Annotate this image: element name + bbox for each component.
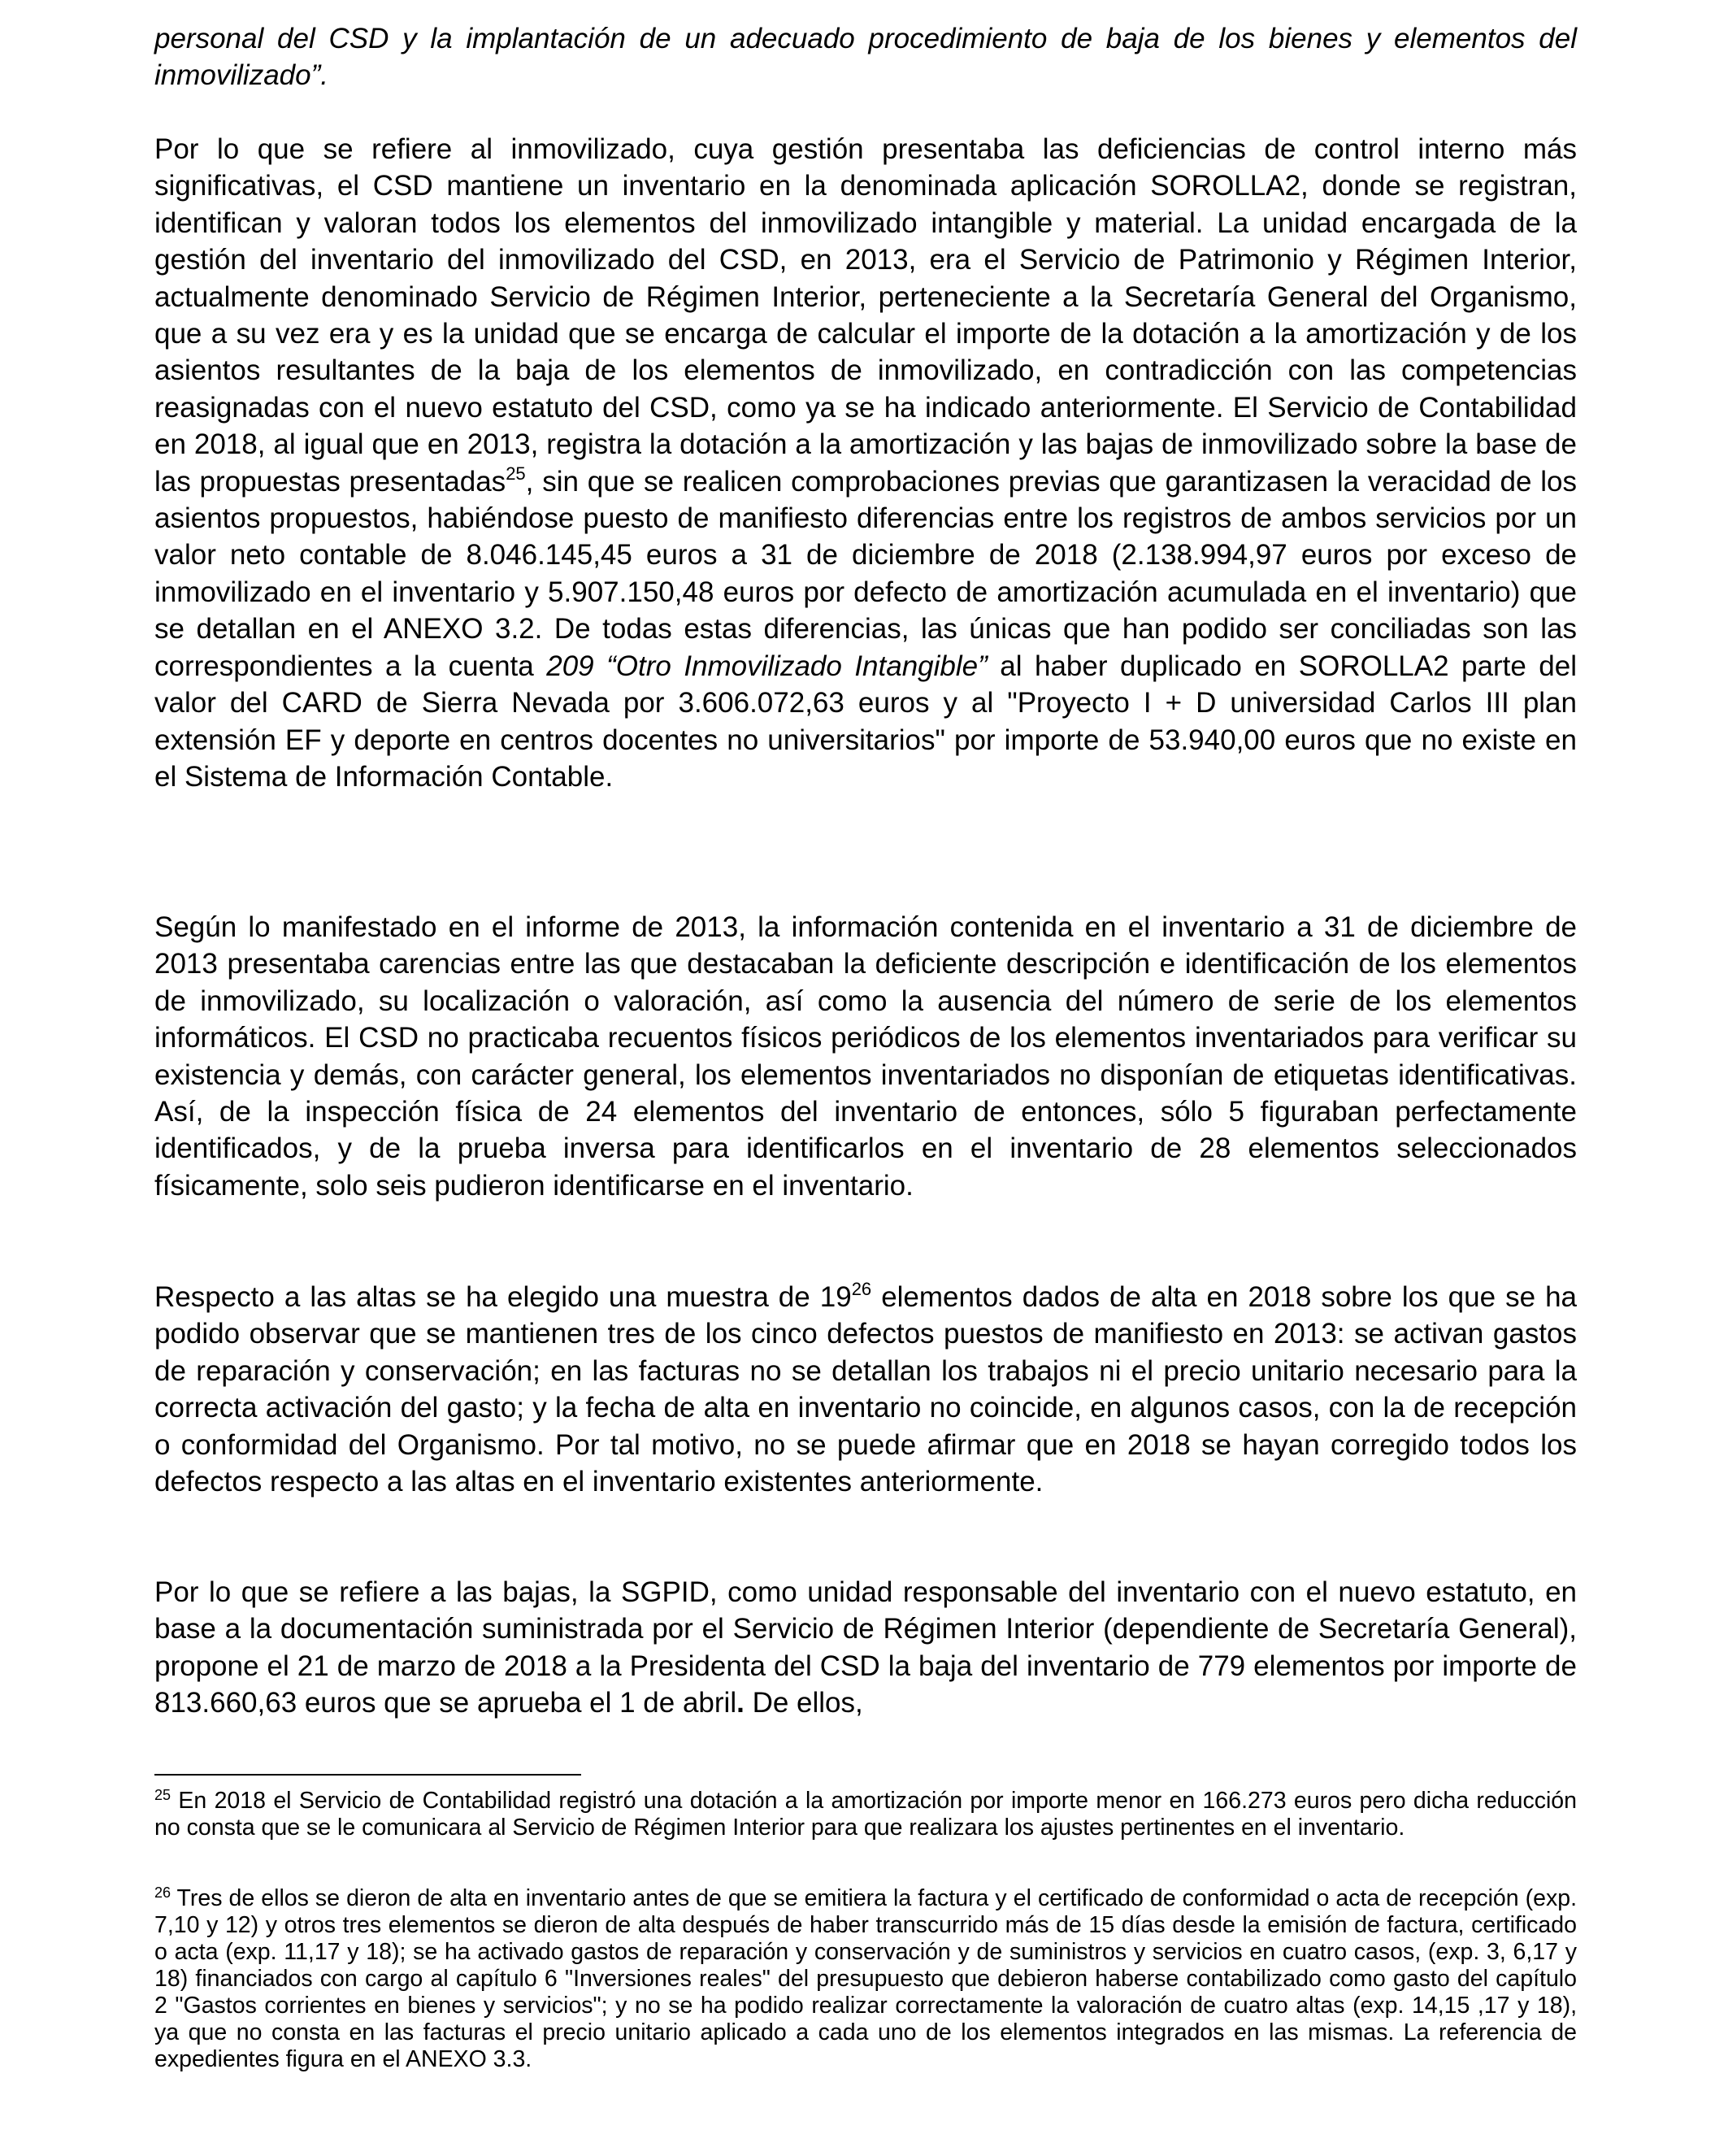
paragraph-altas: [154, 1279, 1577, 1500]
paragraph-text: De ellos,: [744, 1687, 863, 1719]
footnote-separator: [154, 1774, 581, 1776]
paragraph-text: Por lo que se refiere al inmovilizado, cuya gestión presentaba las deficiencias de control interno más significativas, el CSD mantiene un inventario en la denominada aplicación SOROLLA2, donde se registran, identifican y valoran todos los elementos del inmovilizado intangible y material. La unidad encargada de la gestión del inventario del inmovilizado del CSD, en 2013, era el Servicio de Patrimonio y Régimen Interior, actualmente denominado Servicio de Régimen Interior, perteneciente a la Secretaría General del Organismo, que a su vez era y es la unidad que se encarga de calcular el importe de la dotación a la amortización y de los asientos resultantes de la baja de los elementos de inmovilizado, en contradicción con las competencias reasignadas con el nuevo estatuto del CSD, como ya se ha indicado anteriormente. El Servicio de Contabilidad en 2018, al igual que en 2013, registra la dotación a la amortización y las bajas de inmovilizado sobre la base de las propuestas presentadas: [154, 133, 1577, 498]
footnote-text: En 2018 el Servicio de Contabilidad registró una dotación a la amortización por importe menor en 166.273 euros pero dicha reducción no consta que se le comunicara al Servicio de Régimen Interior para que realizara los ajustes pertinentes en el inventario.: [154, 1788, 1577, 1841]
paragraph-text: Por lo que se refiere a las bajas, la SGPID, como unidad responsable del inventario con el nuevo estatuto, en base a la documentación suministrada por el Servicio de Régimen Interior (dependiente de Secretaría General), propone el 21 de marzo de 2018 a la Presidenta del CSD la baja del inventario de 779 elementos por importe de 813.660,63 euros que se aprueba el 1 de abril: [154, 1576, 1577, 1719]
italic-quote: personal del CSD y la implantación de un adecuado procedimiento de baja de los bienes y elementos del inmovilizado”.: [154, 23, 1577, 92]
footnote-25: [154, 1788, 1577, 1841]
paragraph-text: Respecto a las altas se ha elegido una muestra de 19: [154, 1281, 852, 1313]
paragraph-text: al haber duplicado en SOROLLA2 parte del valor del CARD de Sierra Nevada por 3.606.072,63 euros y al "Proyecto I + D universidad Carlos III plan extensión EF y deporte en centros docentes no universitarios" por importe de 53.940,00 euros que no existe en el Sistema de Información Contable.: [154, 650, 1578, 793]
paragraph-continuation: [154, 20, 1577, 94]
footnote-ref-26[interactable]: 26: [851, 1279, 872, 1299]
footnote-text: Tres de ellos se dieron de alta en inventario antes de que se emitiera la factura y el certificado de conformidad o acta de recepción (exp. 7,10 y 12) y otros tres elementos se dieron de alta después de haber transcurrido más de 15 días desde la emisión de factura, certificado o acta (exp. 11,17 y 18); se ha activado gastos de reparación y conservación y de suministros y servicios en cuatro casos, (exp. 3, 6,17 y 18) financiados con cargo al capítulo 6 "Inversiones reales" del presupuesto que debieron haberse contabilizado como gasto del capítulo 2 "Gastos corrientes en bienes y servicios"; y no se ha podido realizar correctamente la valoración de cuatro altas (exp. 14,15 ,17 y 18), ya que no consta en las facturas el precio unitario aplicado a cada uno de los elementos integrados en las mismas. La referencia de expedientes figura en el ANEXO 3.3.: [154, 1885, 1577, 2072]
footnote-ref-25[interactable]: 25: [506, 463, 526, 484]
footnote-number: 25: [154, 1787, 171, 1803]
bold-period: .: [736, 1687, 745, 1719]
paragraph-text: , sin que se realicen comprobaciones previas que garantizasen la veracidad de los asientos propuestos, habiéndose puesto de manifiesto diferencias entre los registros de ambos servicios por un valor neto contable de 8.046.145,45 euros a 31 de diciembre de 2018 (2.138.994,97 euros por exceso de inmovilizado en el inventario y 5.907.150,48 euros por defecto de amortización acumulada en el inventario) que se detallan en el ANEXO 3.2. De todas estas diferencias, las únicas que han podido ser conciliadas son las correspondientes a la cuenta: [154, 465, 1577, 682]
footnote-26: [154, 1885, 1577, 2073]
footnote-number: 26: [154, 1884, 171, 1901]
paragraph-text: elementos dados de alta en 2018 sobre los que se ha podido observar que se mantienen tres de los cinco defectos puestos de manifiesto en 2013: se activan gastos de reparación y conservación; en las facturas no se detallan los trabajos ni el precio unitario necesario para la correcta activación del gasto; y la fecha de alta en inventario no coincide, en algunos casos, con la de recepción o conformidad del Organismo. Por tal motivo, no se puede afirmar que en 2018 se hayan corregido todos los defectos respecto a las altas en el inventario existentes anteriormente.: [154, 1281, 1578, 1498]
italic-account-name: 209 “Otro Inmovilizado Intangible”: [546, 650, 988, 682]
paragraph-inmovilizado: [154, 131, 1577, 795]
paragraph-bajas: [154, 1574, 1577, 1722]
paragraph-informe-2013: Según lo manifestado en el informe de 2013, la información contenida en el inventario a 31 de diciembre de 2013 presentaba carencias entre las que destacaban la deficiente descripción e identificación de los elementos de inmovilizado, su localización o valoración, así como la ausencia del número de serie de los elementos informáticos. El CSD no practicaba recuentos físicos periódicos de los elementos inventariados para verificar su existencia y demás, con carácter general, los elementos inventariados no disponían de etiquetas identificativas. Así, de la inspección física de 24 elementos del inventario de entonces, sólo 5 figuraban perfectamente identificados, y de la prueba inversa para identificarlos en el inventario de 28 elementos seleccionados físicamente, solo seis pudieron identificarse en el inventario.: [154, 911, 1577, 1202]
